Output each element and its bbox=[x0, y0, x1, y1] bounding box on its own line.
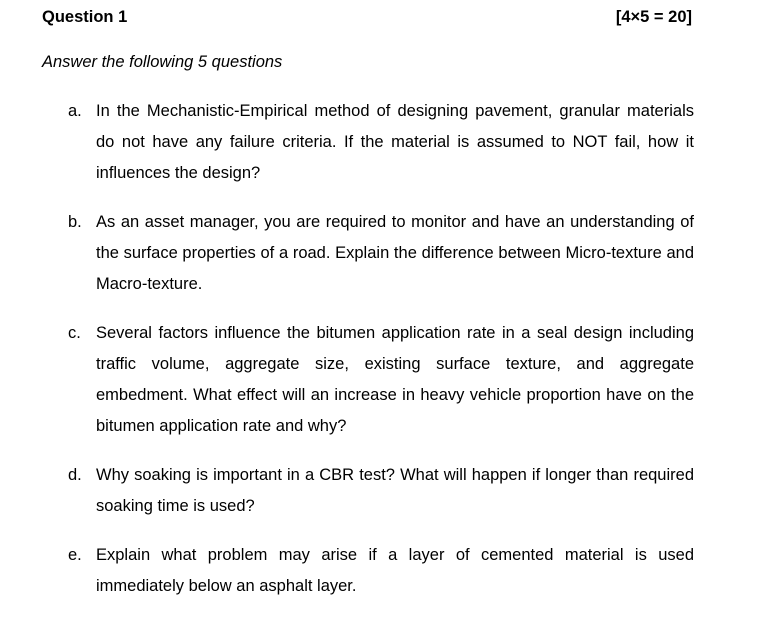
question-letter: e. bbox=[68, 546, 82, 564]
question-letter: a. bbox=[68, 102, 82, 120]
question-text: As an asset manager, you are required to monitor and have an understanding of the surface properties of a road. Explain the difference between Micro-texture and Macro-texture. bbox=[96, 213, 694, 293]
question-title: Question 1 bbox=[42, 8, 128, 26]
question-text: In the Mechanistic-Empirical method of designing pavement, granular materials do not have any failure criteria. If the material is assumed to NOT fail, how it influences the design? bbox=[96, 102, 694, 182]
question-letter: b. bbox=[68, 213, 82, 231]
question-text: Explain what problem may arise if a layer of cemented material is used immediately below an asphalt layer. bbox=[96, 546, 694, 595]
question-item-e bbox=[68, 540, 694, 602]
question-list bbox=[68, 96, 694, 620]
question-text: Several factors influence the bitumen application rate in a seal design including traffic volume, aggregate size, existing surface texture, and aggregate embedment. What effect will an increase in heavy vehicle proportion have on the bitumen application rate and why? bbox=[96, 324, 694, 435]
question-item-a bbox=[68, 96, 694, 189]
question-item-c bbox=[68, 318, 694, 442]
question-item-b bbox=[68, 207, 694, 300]
question-item-d bbox=[68, 460, 694, 522]
question-letter: c. bbox=[68, 324, 81, 342]
marks-allocation: [4×5 = 20] bbox=[615, 8, 692, 26]
question-header bbox=[42, 8, 692, 28]
question-letter: d. bbox=[68, 466, 82, 484]
instruction-text: Answer the following 5 questions bbox=[42, 53, 283, 71]
question-text: Why soaking is important in a CBR test? What will happen if longer than required soaking time is used? bbox=[96, 466, 694, 515]
